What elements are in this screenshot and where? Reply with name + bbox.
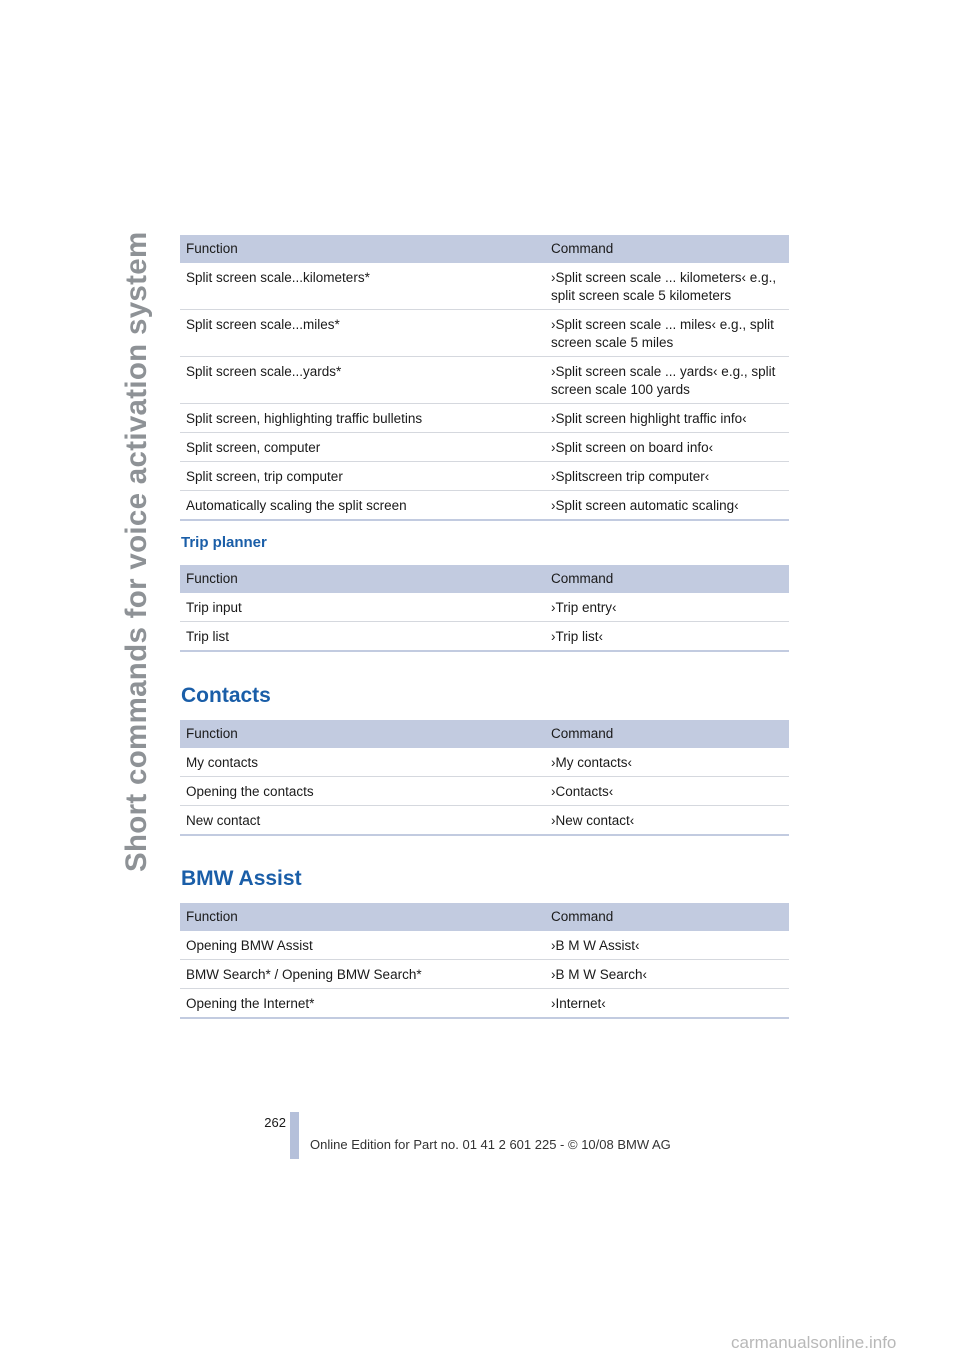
cell-function: Split screen scale...yards*	[180, 357, 545, 404]
footer-bar	[290, 1112, 299, 1159]
page-number: 262	[264, 1115, 286, 1130]
table-row	[180, 931, 789, 960]
side-chapter-title-text: Short commands for voice activation system	[120, 231, 153, 872]
table-row	[180, 491, 789, 521]
table-header-row	[180, 565, 789, 593]
contacts-table	[180, 720, 789, 836]
watermark: carmanualsonline.info	[731, 1333, 897, 1352]
side-chapter-title	[118, 232, 162, 872]
cell-function: My contacts	[186, 755, 259, 770]
bmw-assist-table	[180, 903, 789, 1019]
table-row	[180, 806, 789, 836]
table-row	[180, 748, 789, 777]
cell-function: Opening the Internet*	[180, 989, 545, 1019]
cell-function: Trip input	[186, 600, 242, 615]
header-function: Function	[180, 565, 545, 593]
trip-planner-heading: Trip planner	[181, 534, 267, 551]
bmw-assist-heading: BMW Assist	[181, 867, 302, 890]
table-row	[180, 404, 789, 433]
cell-function: Split screen, highlighting traffic bulletins	[180, 404, 545, 433]
table-row	[180, 960, 789, 989]
header-command: Command	[545, 565, 789, 593]
cell-function: Opening the contacts	[180, 777, 545, 806]
table-header-row	[180, 235, 789, 263]
table-row	[180, 462, 789, 491]
header-command: Command	[545, 235, 789, 263]
cell-function: Automatically scaling the split screen	[180, 491, 545, 521]
table-row	[180, 593, 789, 622]
trip-planner-table	[180, 565, 789, 652]
cell-command: ›Internet‹	[545, 989, 789, 1019]
cell-command: ›Trip entry‹	[551, 600, 617, 615]
cell-command: ›Split screen scale ... kilometers‹ e.g., split screen scale 5 kilometers	[551, 270, 777, 303]
cell-command: ›B M W Assist‹	[551, 938, 640, 953]
header-command: Command	[545, 720, 789, 748]
cell-command: ›Split screen automatic scaling‹	[545, 491, 789, 521]
cell-function: Trip list	[180, 622, 545, 652]
cell-command: ›Contacts‹	[545, 777, 789, 806]
table-row	[180, 433, 789, 462]
cell-command: ›Trip list‹	[545, 622, 789, 652]
table-row	[180, 777, 789, 806]
table-row	[180, 989, 789, 1019]
cell-command: ›Split screen scale ... miles‹ e.g., split screen scale 5 miles	[545, 310, 789, 357]
cell-command: ›B M W Search‹	[545, 960, 789, 989]
cell-function: BMW Search* / Opening BMW Search*	[180, 960, 545, 989]
header-function: Function	[180, 903, 545, 931]
cell-function: Split screen scale...miles*	[180, 310, 545, 357]
cell-function: Split screen, computer	[180, 433, 545, 462]
footer-text: Online Edition for Part no. 01 41 2 601 225 - © 10/08 BMW AG	[310, 1137, 671, 1152]
table-row	[180, 357, 789, 404]
cell-function: New contact	[180, 806, 545, 836]
cell-function: Split screen scale...kilometers*	[186, 270, 370, 285]
cell-command: ›My contacts‹	[551, 755, 633, 770]
header-command: Command	[545, 903, 789, 931]
cell-function: Opening BMW Assist	[186, 938, 313, 953]
table-header-row	[180, 720, 789, 748]
table-row	[180, 310, 789, 357]
cell-command: ›Split screen on board info‹	[545, 433, 789, 462]
cell-command: ›New contact‹	[545, 806, 789, 836]
cell-command: ›Split screen highlight traffic info‹	[545, 404, 789, 433]
cell-function: Split screen, trip computer	[180, 462, 545, 491]
table-row	[180, 263, 789, 310]
cell-command: ›Splitscreen trip computer‹	[545, 462, 789, 491]
table-row	[180, 622, 789, 652]
cell-command: ›Split screen scale ... yards‹ e.g., split screen scale 100 yards	[545, 357, 789, 404]
split-screen-table	[180, 235, 789, 521]
header-function: Function	[180, 720, 545, 748]
contacts-heading: Contacts	[181, 684, 271, 707]
header-function: Function	[180, 235, 545, 263]
table-header-row	[180, 903, 789, 931]
